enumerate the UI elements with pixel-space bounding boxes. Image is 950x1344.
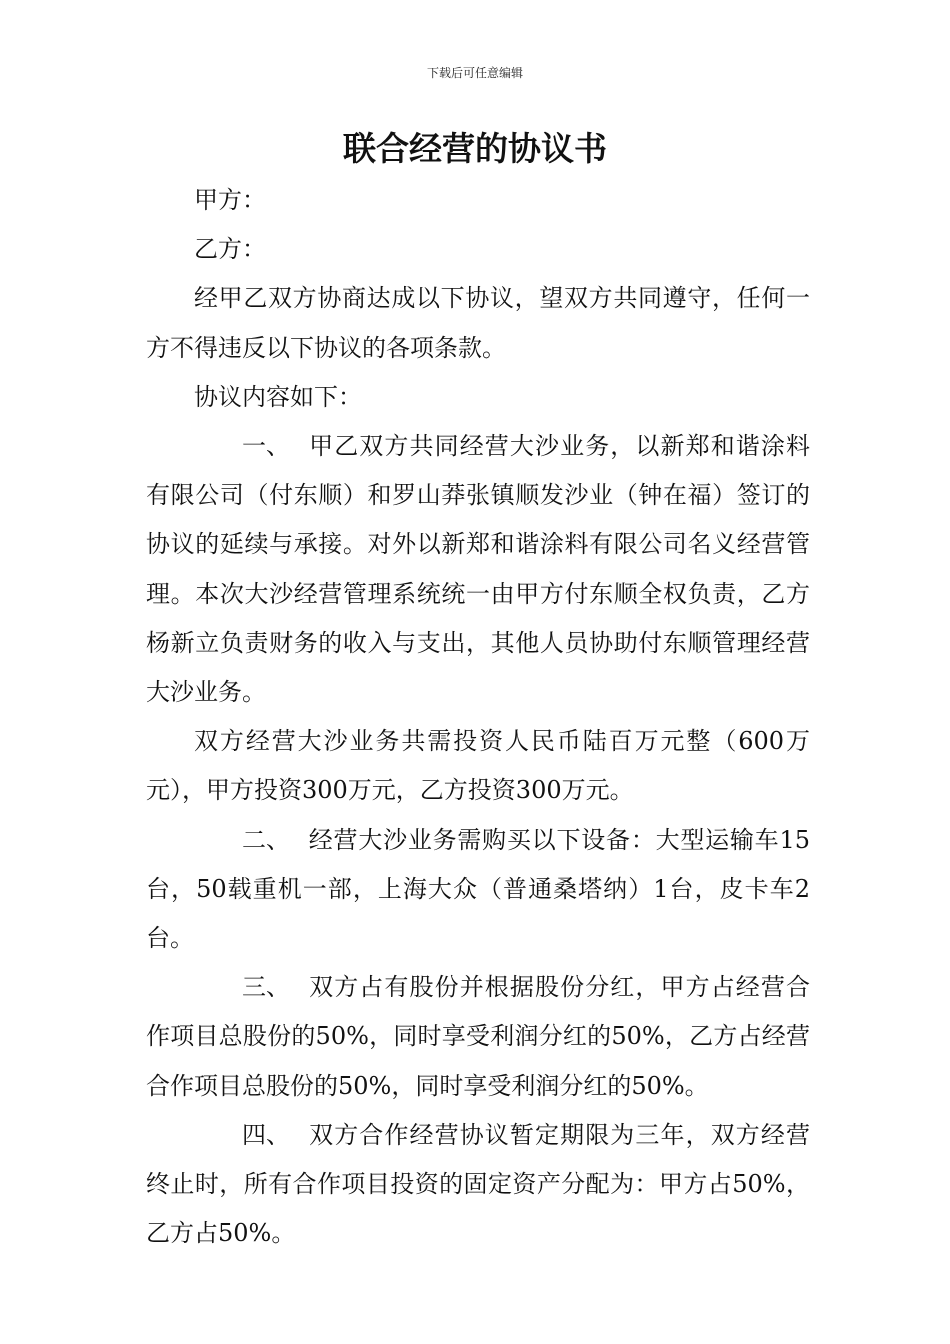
- investment-paragraph: [146, 717, 810, 815]
- header-note: 下载后可任意编辑: [426, 66, 523, 80]
- document-title: 联合经营的协议书: [343, 129, 607, 168]
- clause-text: 双方经营大沙业务共需投资人民币陆百万元整（600万元），甲方投资300万元，乙方投资300万元。: [146, 727, 810, 805]
- party-a-line: 甲方：: [194, 186, 266, 214]
- clause-number: 四、: [242, 1120, 290, 1149]
- clause-text: 经营大沙业务需购买以下设备：大型运输车15台，50载重机一部，上海大众（普通桑塔纳）1台，皮卡车2台。: [146, 825, 810, 953]
- clause-text: 双方占有股份并根据股份分红，甲方占经营合作项目总股份的50%，同时享受利润分红的50%，乙方占经营合作项目总股份的50%，同时享受利润分红的50%。: [146, 973, 810, 1100]
- party-b-line: 乙方：: [194, 235, 266, 264]
- clause-text: 甲乙双方共同经营大沙业务，以新郑和谐涂料有限公司（付东顺）和罗山莽张镇顺发沙业（钟在福）签订的协议的延续与承接。对外以新郑和谐涂料有限公司名义经营管理。本次大沙经营管理系统统一由甲方付东顺全权负责，乙方杨新立负责财务的收入与支出，其他人员协助付东顺管理经营大沙业务。: [146, 432, 810, 707]
- clause-1: [146, 422, 810, 717]
- clause-4: [146, 1111, 810, 1259]
- clause-2: [146, 816, 810, 964]
- intro-paragraph: 经甲乙双方协商达成以下协议，望双方共同遵守，任何一方不得违反以下协议的各项条款。: [146, 284, 810, 362]
- clause-number: 一、: [242, 432, 290, 461]
- clause-3: [146, 963, 810, 1111]
- clause-number: 三、: [242, 973, 290, 1002]
- clause-number: 二、: [242, 825, 290, 854]
- clause-text: 双方合作经营协议暂定期限为三年，双方经营终止时，所有合作项目投资的固定资产分配为：甲方占50%，乙方占50%。: [146, 1120, 810, 1248]
- document-body: [146, 176, 810, 1258]
- content-heading: 协议内容如下：: [194, 382, 362, 411]
